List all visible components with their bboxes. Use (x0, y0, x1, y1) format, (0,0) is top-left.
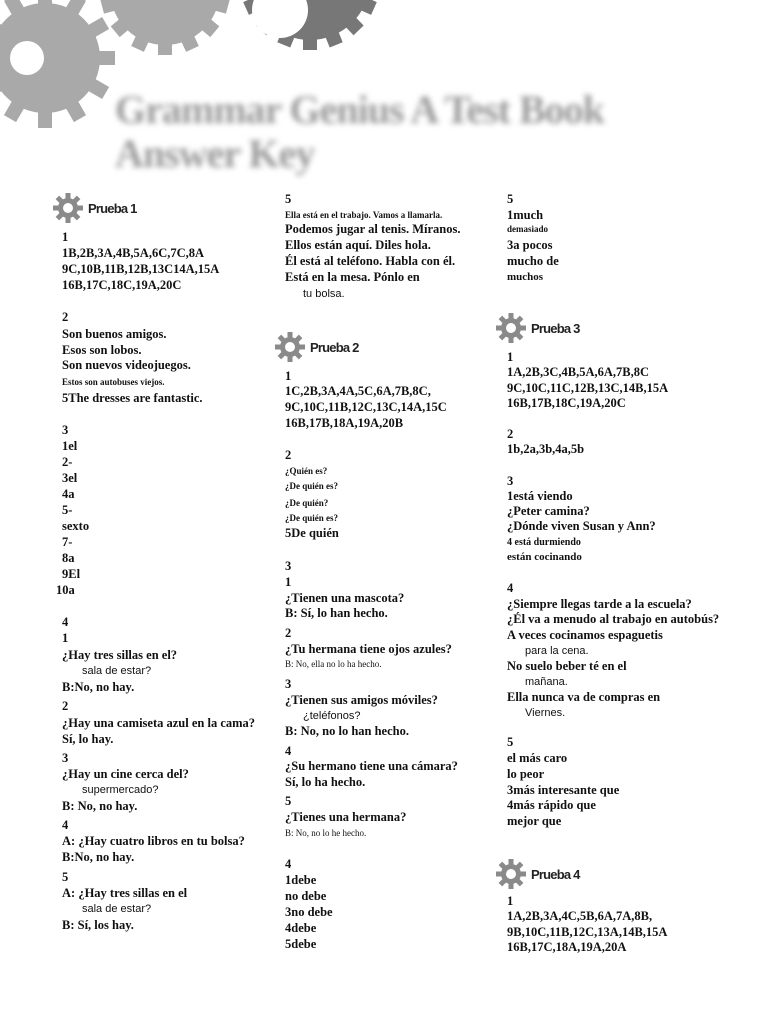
answer-line: 3 (62, 423, 69, 437)
answer-line: 3 (507, 474, 514, 488)
answer-line: el más caro (507, 751, 568, 765)
answer-line: 16B,17B,18A,19A,20B (285, 416, 404, 430)
answer-line: ¿De quién es? (285, 481, 339, 491)
answer-line: ¿Hay un cine cerca del? (62, 767, 189, 781)
answer-line: 5debe (285, 937, 317, 951)
answer-line: 9C,10C,11B,12C,13C,14A,15C (285, 400, 447, 414)
answer-line: 1el (62, 439, 78, 453)
answer-line: Él está al teléfono. Habla con él. (285, 254, 456, 268)
answer-line: ¿De quién? (285, 498, 329, 508)
answer-line: 1 (507, 894, 514, 908)
answer-line: Podemos jugar al tenis. Míranos. (285, 222, 461, 236)
answer-line: 2 (285, 626, 292, 640)
answer-line: 1 (285, 575, 292, 589)
answer-line: No suelo beber té en el (507, 659, 627, 673)
answer-line: están cocinando (507, 551, 582, 563)
answer-line: Está en la mesa. Pónlo en (285, 270, 420, 284)
answer-line: 10a (56, 583, 75, 597)
answer-line: 2 (62, 699, 69, 713)
answer-line: B: No, no lo han hecho. (285, 724, 409, 738)
answer-line: 2 (507, 427, 514, 441)
answer-line: Ella nunca va de compras en (507, 690, 661, 704)
answer-line: 9B,10C,11B,12C,13A,14B,15A (507, 925, 668, 939)
answer-line: 9C,10C,11C,12B,13C,14B,15A (507, 381, 669, 395)
answer-line: 4 (62, 615, 69, 629)
answer-line: 16B,17B,18C,19A,20C (507, 396, 626, 410)
section-heading-prueba-3: Prueba 3 (495, 312, 580, 344)
section-heading-prueba-1: Prueba 1 (52, 192, 137, 224)
answer-line: Sí, lo hay. (62, 732, 114, 746)
answer-line: tu bolsa. (303, 288, 345, 300)
answer-line: ¿Hay una camiseta azul en la cama? (62, 716, 256, 730)
answer-line: ¿Tienes una hermana? (285, 810, 407, 824)
answer-line: 4 (285, 857, 292, 871)
answer-line: B: Sí, lo han hecho. (285, 606, 388, 620)
answer-line: 4 (62, 818, 69, 832)
section-heading-prueba-4: Prueba 4 (495, 858, 580, 890)
gear-icon (495, 858, 527, 890)
answer-line: demasiado (507, 224, 549, 234)
answer-line: mucho de (507, 254, 559, 268)
answer-line: sala de estar? (82, 903, 152, 915)
answer-line: 4 (507, 581, 514, 595)
answer-line: 3 (62, 751, 69, 765)
answer-line: 3no debe (285, 905, 333, 919)
answer-line: Son nuevos videojuegos. (62, 358, 191, 372)
answer-line: ¿Él va a menudo al trabajo en autobús? (507, 612, 720, 626)
answer-line: sala de estar? (82, 665, 152, 677)
answer-line: B: No, no lo he hecho. (285, 828, 367, 838)
answer-line: 3el (62, 471, 78, 485)
answer-line: 3a pocos (507, 238, 553, 252)
answer-line: 1A,2B,3C,4B,5A,6A,7B,8C (507, 365, 650, 379)
answer-line: B:No, no hay. (62, 680, 135, 694)
gear-icon (495, 312, 527, 344)
answer-line: 9C,10B,11B,12B,13C14A,15A (62, 262, 220, 276)
answer-line: 16B,17C,18C,19A,20C (62, 278, 182, 292)
answer-line: 4debe (285, 921, 317, 935)
answer-line: B: No, no hay. (62, 799, 138, 813)
answer-line: ¿Dónde viven Susan y Ann? (507, 519, 656, 533)
answer-line: 5The dresses are fantastic. (62, 391, 203, 405)
page-title: Grammar Genius A Test Book Answer Key (115, 87, 604, 176)
answer-line: ¿Su hermano tiene una cámara? (285, 759, 458, 773)
answer-line: 1B,2B,3A,4B,5A,6C,7C,8A (62, 246, 205, 260)
answer-line: Ella está en el trabajo. Vamos a llamarla. (285, 210, 443, 220)
answer-line: B: No, ella no lo ha hecho. (285, 659, 382, 669)
section-heading-prueba-2: Prueba 2 (274, 331, 359, 363)
answer-line: supermercado? (82, 784, 159, 796)
answer-line: 1much (507, 208, 544, 222)
answer-line: 1 (62, 631, 69, 645)
answer-line: 16B,17C,18A,19A,20A (507, 940, 627, 954)
answer-line: Estos son autobuses viejos. (62, 377, 165, 387)
answer-line: ¿Hay tres sillas en el? (62, 648, 178, 662)
answer-line: 2 (62, 310, 69, 324)
answer-line: 5- (62, 503, 73, 517)
answer-line: 1 (507, 350, 514, 364)
gear-icon (0, 0, 115, 128)
answer-line: 8a (62, 551, 75, 565)
answer-line: mañana. (525, 676, 568, 688)
answer-line: B: Sí, los hay. (62, 918, 134, 932)
answer-line: ¿De quién es? (285, 513, 339, 523)
answer-line: ¿Quién es? (285, 466, 328, 476)
answer-line: 2- (62, 455, 73, 469)
answer-line: A: ¿Hay cuatro libros en tu bolsa? (62, 834, 245, 848)
answer-line: 7- (62, 535, 73, 549)
answer-line: ¿Siempre llegas tarde a la escuela? (507, 597, 692, 611)
answer-line: 5 (285, 794, 292, 808)
answer-line: lo peor (507, 767, 545, 781)
answer-line: 1A,2B,3A,4C,5B,6A,7A,8B, (507, 909, 653, 923)
answer-line: A: ¿Hay tres sillas en el (62, 886, 188, 900)
answer-line: 4más rápido que (507, 798, 596, 812)
answer-line: ¿Tienen una mascota? (285, 591, 405, 605)
gear-icon (274, 331, 306, 363)
answer-line: ¿teléfonos? (303, 710, 361, 722)
answer-line: 4a (62, 487, 75, 501)
answer-line: 1C,2B,3A,4A,5C,6A,7B,8C, (285, 384, 431, 398)
answer-line: 5De quién (285, 526, 339, 540)
gear-icon (100, 0, 229, 55)
answer-line: A veces cocinamos espaguetis (507, 628, 663, 642)
answer-line: 1b,2a,3b,4a,5b (507, 442, 585, 456)
answer-line: Son buenos amigos. (62, 327, 167, 341)
answer-line: para la cena. (525, 645, 589, 657)
answer-line: 3más interesante que (507, 783, 620, 797)
answer-line: 9El (62, 567, 81, 581)
answer-line: Sí, lo ha hecho. (285, 775, 366, 789)
answer-line: Viernes. (525, 707, 566, 719)
answer-line: ¿Tu hermana tiene ojos azules? (285, 642, 452, 656)
answer-line: 2 (285, 448, 292, 462)
answer-line: 3 (285, 559, 292, 573)
answer-line: 1 (62, 230, 69, 244)
answer-line: 5 (62, 870, 69, 884)
answer-line: 3 (285, 677, 292, 691)
answer-line: 4 (285, 744, 292, 758)
answer-line: 5 (507, 192, 514, 206)
answer-line: 1 (285, 369, 292, 383)
answer-line: B:No, no hay. (62, 850, 135, 864)
answer-line: 5 (507, 735, 514, 749)
answer-line: muchos (507, 271, 544, 283)
answer-line: Esos son lobos. (62, 343, 142, 357)
answer-line: sexto (62, 519, 90, 533)
gear-icon (243, 0, 377, 50)
gear-icon (52, 192, 84, 224)
answer-line: Ellos están aquí. Diles hola. (285, 238, 431, 252)
answer-line: 1debe (285, 873, 317, 887)
answer-line: ¿Peter camina? (507, 504, 590, 518)
answer-line: mejor que (507, 814, 562, 828)
answer-line: ¿Tienen sus amigos móviles? (285, 693, 438, 707)
answer-line: 5 (285, 192, 292, 206)
answer-line: no debe (285, 889, 327, 903)
answer-line: 4 está durmiendo (507, 537, 581, 548)
answer-line: 1está viendo (507, 489, 573, 503)
